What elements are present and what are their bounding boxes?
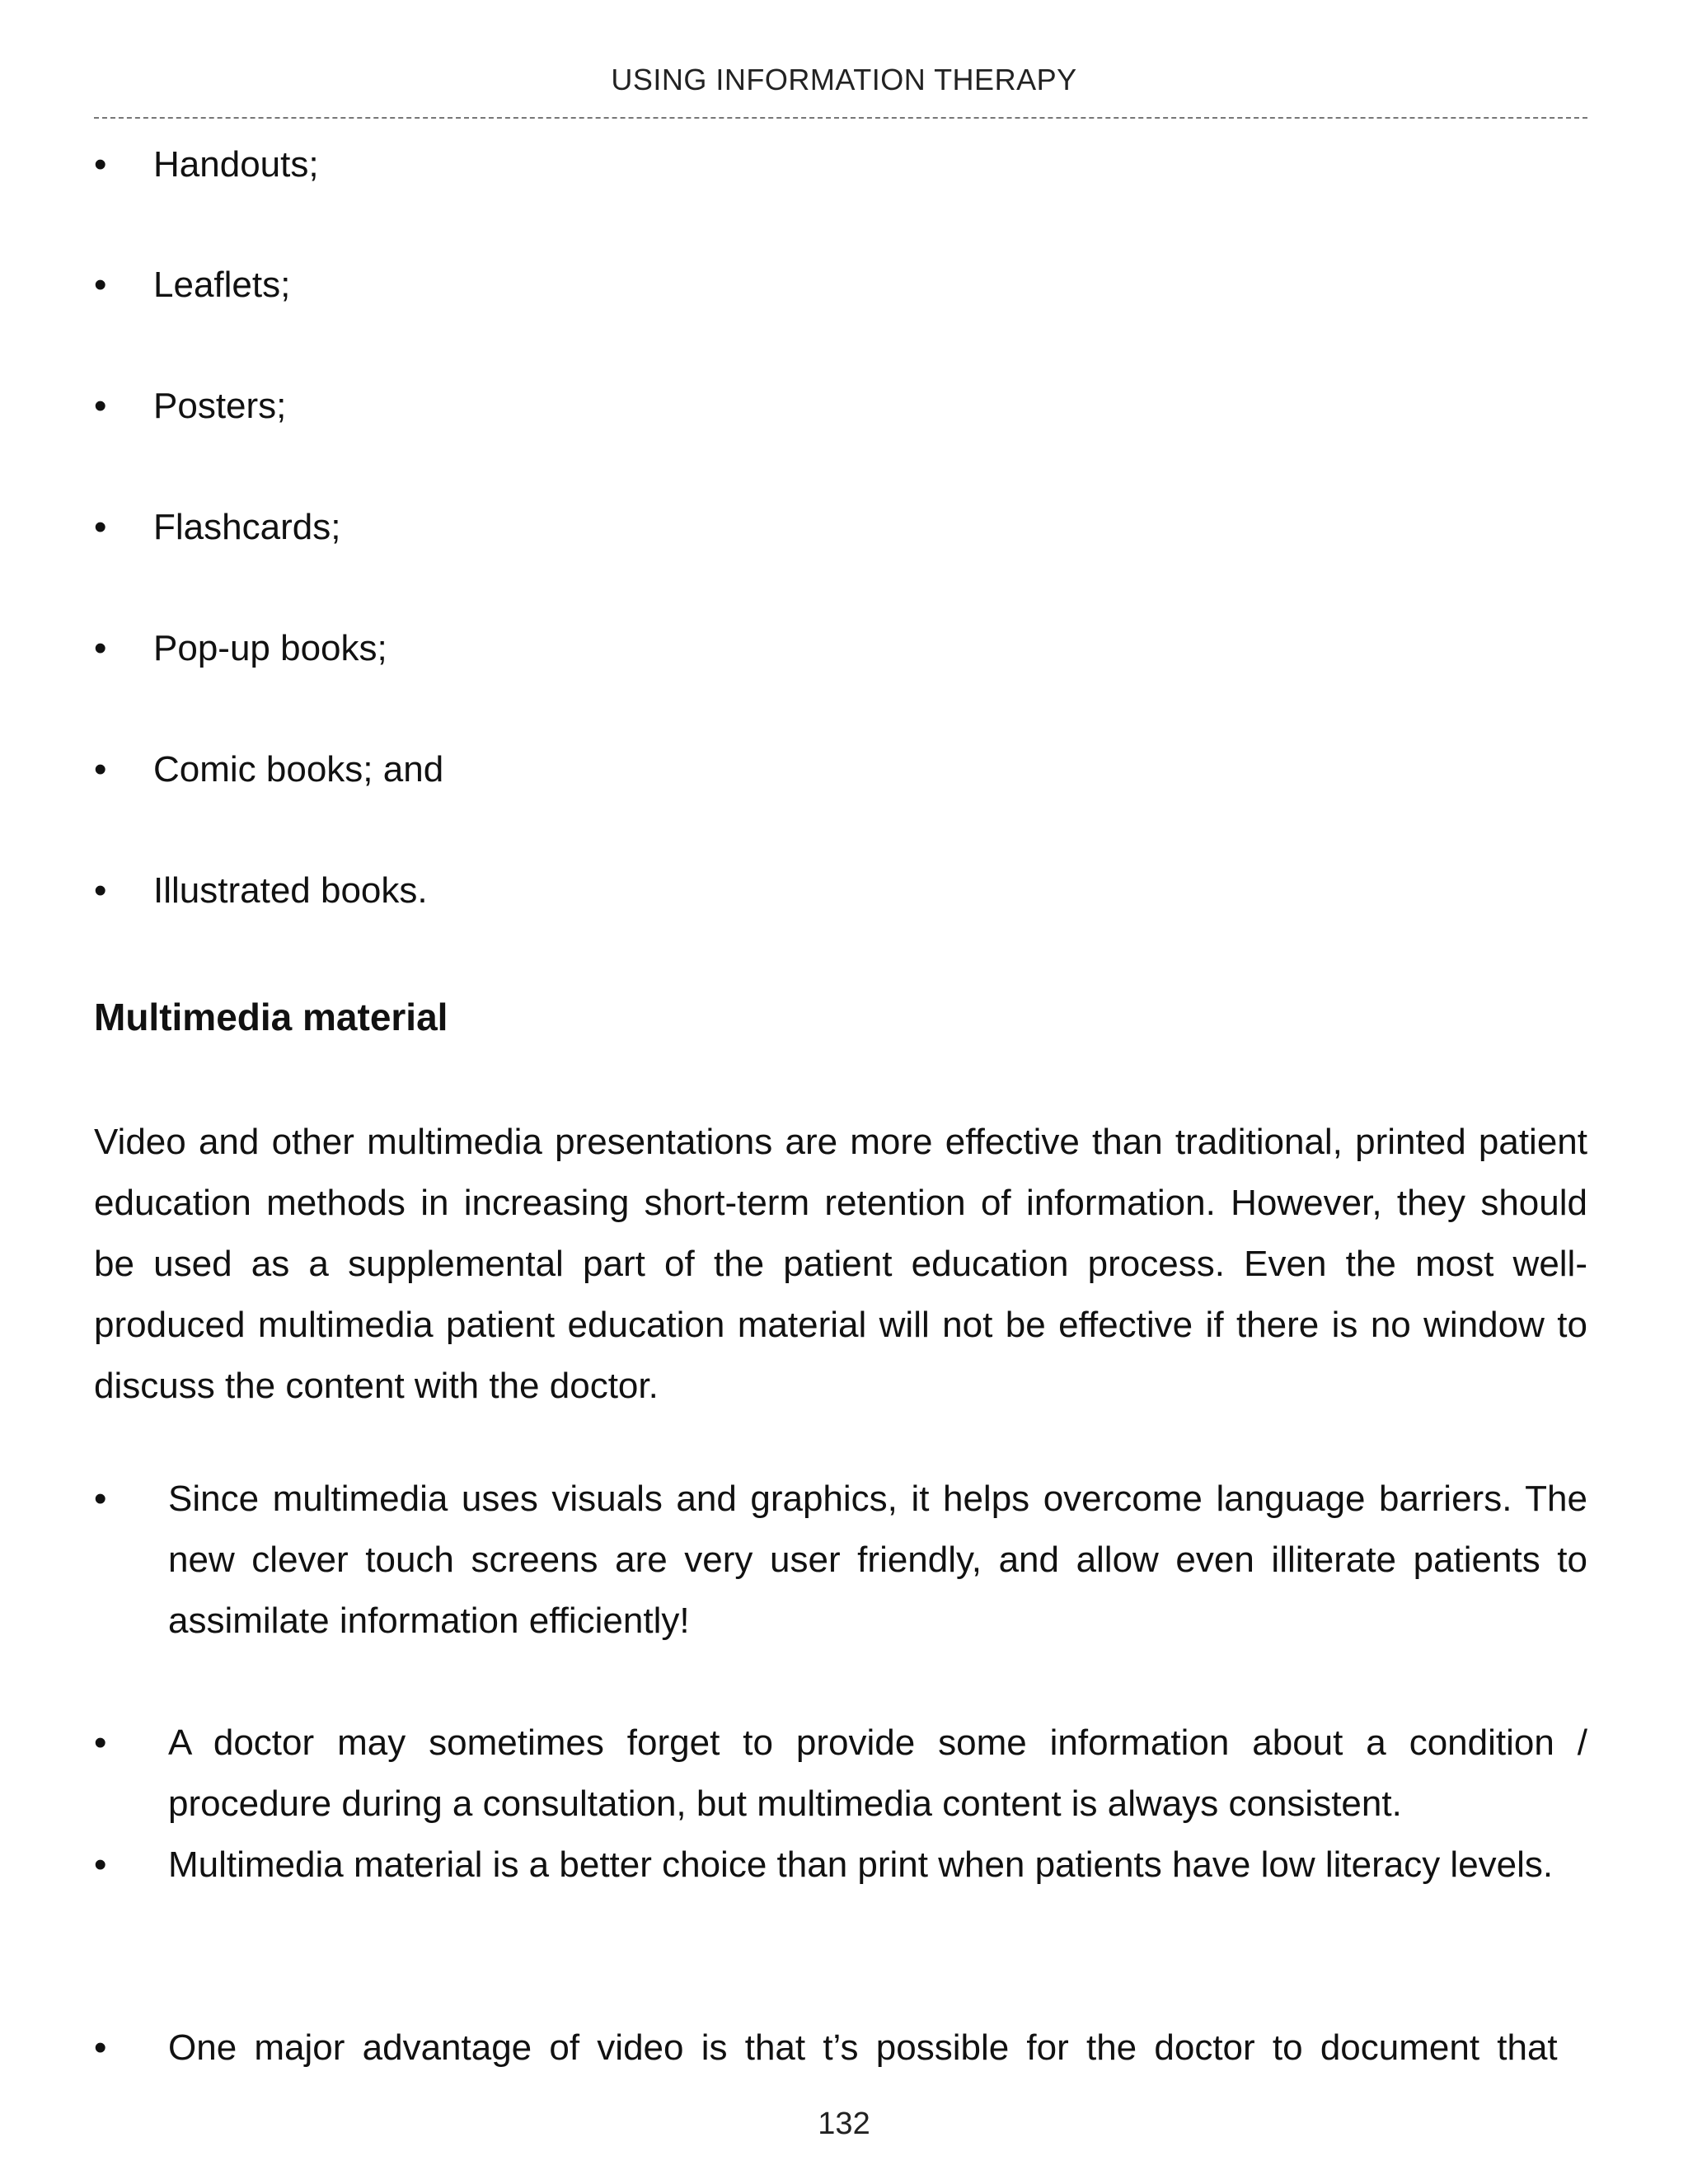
bullet-marker: • — [94, 749, 107, 790]
bullet-marker: • — [94, 1722, 107, 1763]
bullet-marker: • — [94, 265, 107, 305]
bullet-marker: • — [94, 870, 107, 911]
list-item-text: Handouts; — [153, 144, 319, 185]
header-rule — [94, 117, 1587, 119]
body-paragraph: Video and other multimedia presentations are more effective than traditional, printed patient education methods in increasing short-term retention of information. However, they should be used as a supplemental part of the patient education process. Even the most well-produced multimedia patient education material will not be effective if there is no window to discuss the content with the doctor. — [94, 1122, 1587, 1406]
list-item-text: Posters; — [153, 386, 287, 426]
bullet-marker: • — [94, 1479, 107, 1519]
list-item-text: Leaflets; — [153, 265, 291, 305]
benefit-bullet-video — [94, 2018, 1587, 2079]
bullet-marker: • — [94, 1844, 107, 1885]
bullet-marker: • — [94, 507, 107, 547]
list-item-text: Comic books; and — [153, 749, 444, 790]
benefit-bullet-text: Multimedia material is a better choice than print when patients have low literacy levels. — [168, 1844, 1554, 1885]
benefit-bullet-consistency — [94, 1713, 1587, 1835]
bullet-marker: • — [94, 386, 107, 426]
page-number: 132 — [818, 2107, 870, 2141]
list-item-text: Pop-up books; — [153, 628, 387, 668]
benefit-bullet-literacy — [94, 1835, 1587, 1896]
bullet-marker: • — [94, 144, 107, 185]
list-item-text: Flashcards; — [153, 507, 341, 547]
section-heading: Multimedia material — [94, 996, 448, 1038]
bullet-marker: • — [94, 628, 107, 668]
list-item-text: Illustrated books. — [153, 870, 428, 911]
benefit-bullet-language — [94, 1469, 1587, 1652]
running-header: USING INFORMATION THERAPY — [611, 63, 1077, 96]
benefit-bullet-text: A doctor may sometimes forget to provide some information about a condition / procedure during a consultation, but multimedia content is always consistent. — [168, 1722, 1587, 1824]
benefit-bullet-text: Since multimedia uses visuals and graphics, it helps overcome language barriers. The new clever touch screens are very user friendly, and allow even illiterate patients to assimilate information efficiently! — [168, 1479, 1587, 1641]
bullet-marker: • — [94, 2027, 107, 2068]
benefit-bullet-text: One major advantage of video is that t’s possible for the doctor to document that — [168, 2027, 1558, 2068]
